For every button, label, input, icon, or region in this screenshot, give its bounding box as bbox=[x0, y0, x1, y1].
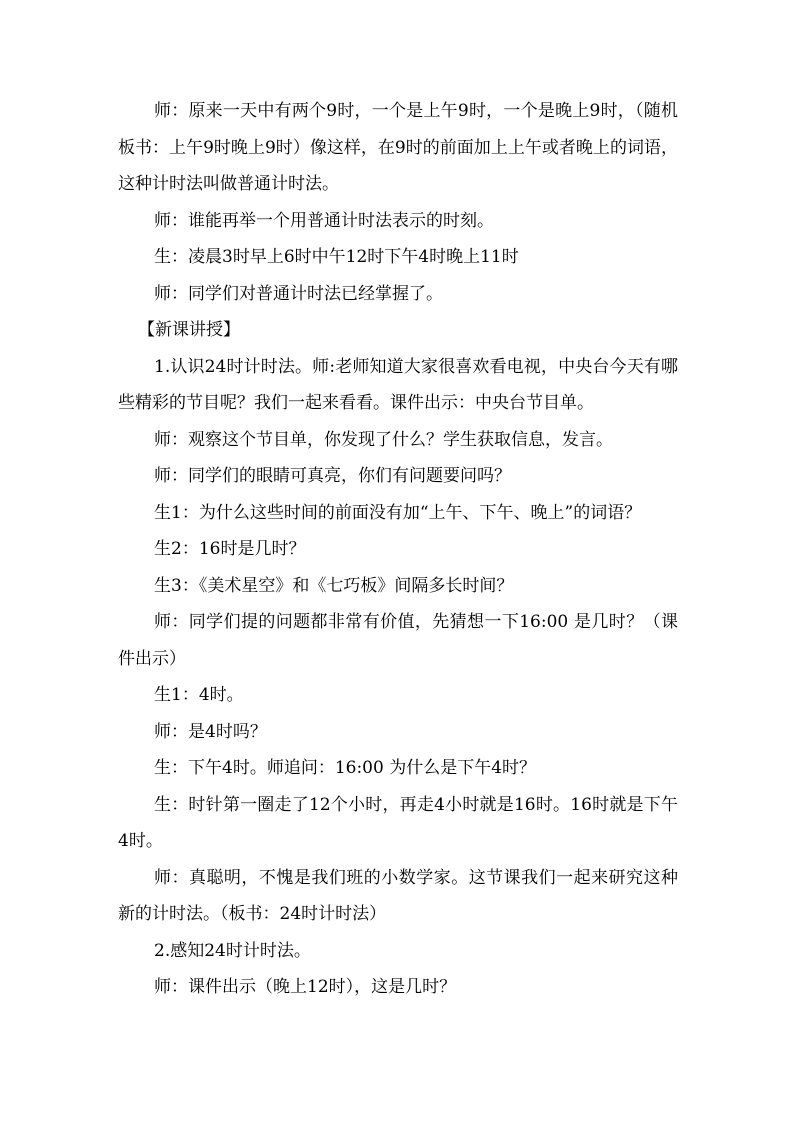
paragraph-is-it-4: 师：是4时吗？ bbox=[154, 721, 267, 742]
section-heading-new-lesson: 【新课讲授】 bbox=[138, 320, 240, 340]
paragraph-intro-24-hour: 1.认识24时计时法。师:老师知道大家很喜欢看电视，中央台今天有哪些精彩的节目呢？我们一起来看看。课件出示：中央台节目单。 bbox=[118, 356, 678, 413]
lesson-text bbox=[118, 93, 678, 1006]
paragraph-two-nine-oclocks: 师：原来一天中有两个9时，一个是上午9时，一个是晚上9时，（随机板书：上午9时晚上9时）像这样，在9时的前面加上上午或者晚上的词语，这种计时法叫做普通计时法。 bbox=[118, 101, 678, 194]
paragraph-teacher-question-example: 师：谁能再举一个用普通计时法表示的时刻。 bbox=[154, 210, 494, 231]
paragraph-any-questions: 师：同学们的眼睛可真亮，你们有问题要问吗？ bbox=[154, 466, 511, 486]
paragraph-teacher-mastered: 师：同学们对普通计时法已经掌握了。 bbox=[154, 283, 443, 304]
paragraph-student3-question: 生3：《美术星空》和《七巧板》间隔多长时间？ bbox=[154, 575, 514, 596]
paragraph-guess-1600: 师：同学们提的问题都非常有价值，先猜想一下16:00 是几时？（课件出示） bbox=[118, 612, 678, 669]
paragraph-clever-student: 师：真聪明，不愧是我们班的小数学家。这节课我们一起来研究这种新的计时法。（板书：24时计时法） bbox=[118, 867, 678, 924]
paragraph-hour-hand-explanation: 生：时针第一圈走了12个小时，再走4小时就是16时。16时就是下午4时。 bbox=[118, 794, 678, 851]
paragraph-student1-question: 生1：为什么这些时间的前面没有加“上午、下午、晚上”的词语？ bbox=[154, 502, 642, 523]
paragraph-student2-question: 生2：16时是几时？ bbox=[154, 539, 306, 559]
paragraph-student1-answer: 生1：4时。 bbox=[154, 685, 244, 705]
paragraph-student-examples: 生：凌晨3时早上6时中午12时下午4时晚上11时 bbox=[154, 247, 519, 267]
paragraph-afternoon-4: 生：下午4时。师追问：16:00 为什么是下午4时？ bbox=[154, 758, 537, 778]
paragraph-perceive-24-hour: 2.感知24时计时法。 bbox=[154, 940, 311, 961]
paragraph-midnight-question: 师：课件出示（晚上12时），这是几时？ bbox=[154, 977, 457, 997]
paragraph-observe-schedule: 师：观察这个节目单，你发现了什么？学生获取信息，发言。 bbox=[154, 429, 613, 450]
